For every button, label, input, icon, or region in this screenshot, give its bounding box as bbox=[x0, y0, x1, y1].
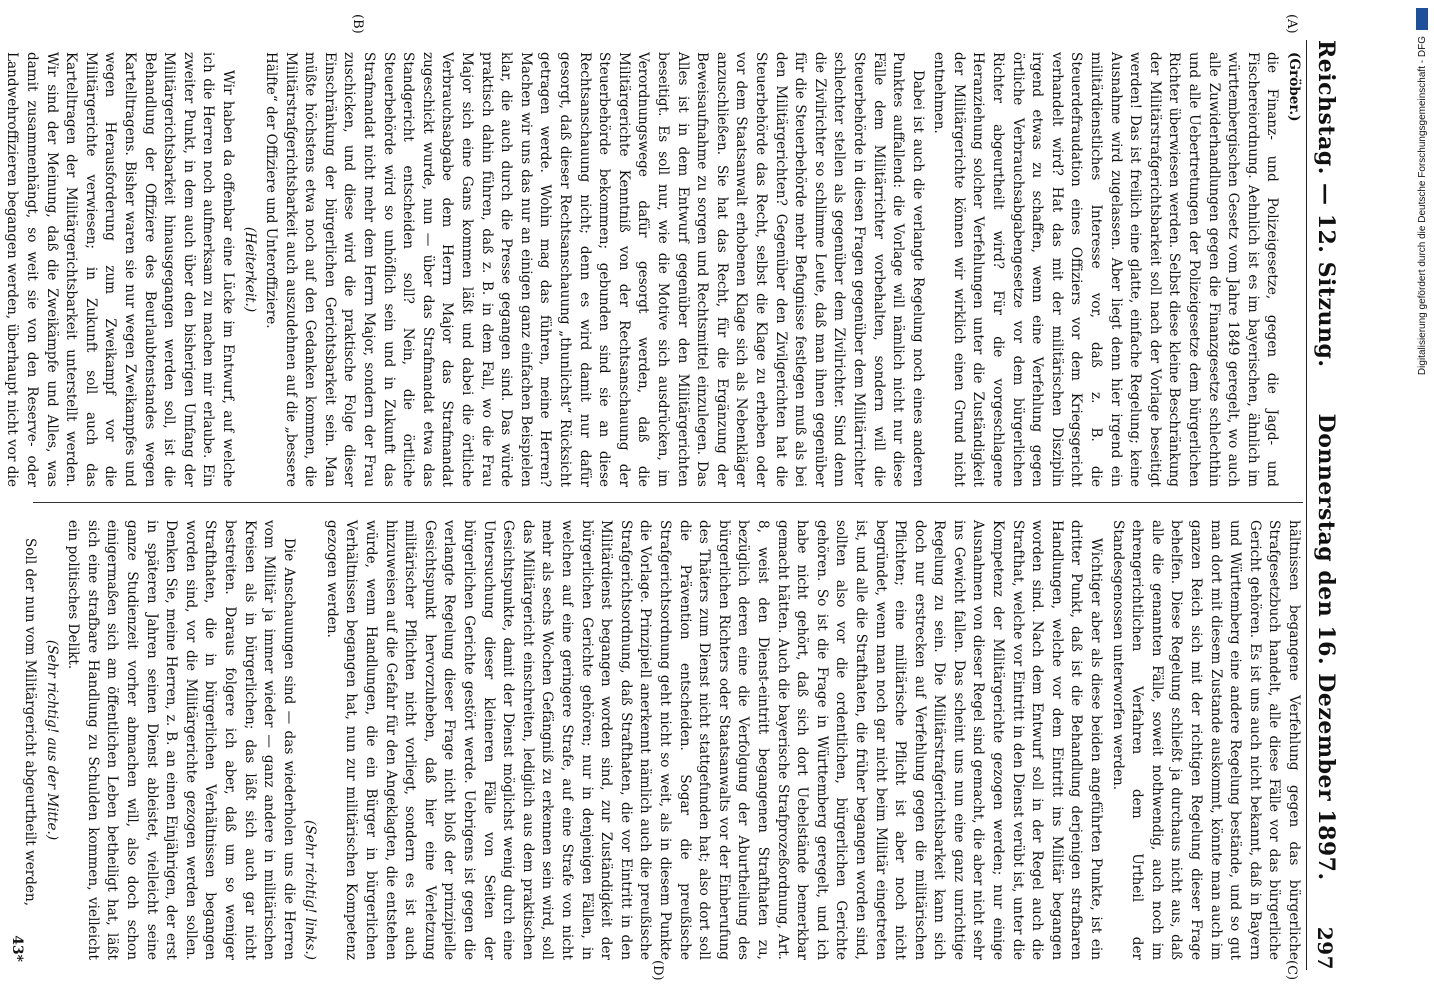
rotated-scan-page bbox=[5, 0, 1365, 1000]
right-column bbox=[22, 520, 1303, 960]
header-left: Reichstag. — 12. Sitzung. bbox=[1313, 40, 1339, 368]
left-paragraph-2: Dabei ist auch die verlangte Regelung noch eines anderen Punktes auffallend: die Vorlage will nämlich nicht nur diese Fälle dem Militärrichter vorbehalten, sondern will die Steuerbehörde in diesen Fragen gegenüber dem Militärrichter schlechter stellen als gegenüber dem Zivilrichter. Sind denn die Zivilrichter so schlimme Leute, daß man ihnen gegenüber für die Steuerbehörde mehr Befugnisse festlegen muß als bei den Militärgerichten? Gegenüber den Zivilgerichten hat die Steuerbehörde das Recht, selbst die Klage zu erheben oder vor dem Staatsanwalt erhobenen Klage sich als Nebenkläger anzuschließen. Sie hat das Recht, für die Ergänzung der Beweisaufnahme zu sorgen und Rechtsmittel einzulegen. Das Alles ist in dem Entwurf gegenüber den Militärgerichten beseitigt. Es soll nur, wie die Motive sich ausdrücken, im Verordnungswege dafür gesorgt werden, daß die Militärgerichte Kenntniß von der Rechtsanschauung der Steuerbehörde bekommen; gebunden sind sie an diese Rechtsanschauung nicht; denn es wird damit nur dafür gesorgt, daß dieser Rechtsanschauung „thunlichst“ Rücksicht getragen werde. Wohin mag das führen, meine Herren? Machen wir uns das nur an einigen ganz einfachen Beispielen klar, die auch durch die Presse gegangen sind. Das würde praktisch dahin führen, daß z. B. in dem Fall, wo die Frau Major sich eine Gans kommen läßt und dabei die örtliche Verbrauchsabgabe dem Herrn Major das Strafmandat zugeschickt wurde, nun — über das Strafmandat etwa das Standgericht entscheiden soll? Nein, die örtliche Steuerbehörde wird so unhöflich sein und in Zukunft das Strafmandat nicht mehr dem Herrn Major, sondern der Frau zuschicken, und diese wird die praktische Folge dieser Einschränkung der bürgerlichen Gerichtsbarkeit sein. Man müßte höchstens etwa noch auf den Gedanken kommen, die Militärstrafgerichtsbarkeit auch auszudehnen auf die „bessere Hälfte“ der Offiziere und Unteroffiziere. bbox=[263, 52, 926, 487]
dfg-credit-text: Digitalisierung gefördert durch die Deutsche Forschungsgemeinschaft - DFG bbox=[1416, 36, 1428, 376]
margin-marker-c: (C) bbox=[1284, 960, 1299, 981]
right-paragraph-3: Die Anschauungen sind — das wiederholen uns die Herren vom Militär ja immer wieder — ganz andere in militärischen Kreisen als in bürgerlichen; das läßt sich auch gar nicht bestreiten. Daraus folgere ich aber, daß um so weniger Strafthaten, die in bürgerlichen Verhältnissen begangen worden sind, vor die Militärgerichte gezogen werden sollen. Denken Sie, meine Herren, z. B. an einen Einjährigen, der erst in späteren Jahren seinen Dienst ableistet, vielleicht seine ganze Studienzeit vorher abmachen will, also doch schon einigermaßen sich am öffentlichen Leben betheiligt hat, läßt sich eine strafbare Handlung zu Schulden kommen, vielleicht ein politisches Delikt. bbox=[65, 520, 297, 960]
dfg-logo bbox=[1416, 8, 1428, 30]
signature-mark: 43* bbox=[9, 935, 25, 962]
right-paragraph-2: Wichtiger aber als diese beiden angeführten Punkte, ist ein dritter Punkt, daß ist die Behandlung derjenigen strafbaren Handlungen, welche vor dem Eintritt ins Militär begangen worden sind. Nach dem Entwurf soll in der Regel auch die Strafthat, welche vor Eintritt in den Dienst verübt ist, unter die Kompetenz der Militärgerichte gezogen werden; nur einige Ausnahmen von dieser Regel sind gemacht, die aber nicht sehr ins Gewicht fallen. Das scheint uns nun eine ganz unrichtige Regelung zu sein. Die Militärstrafgerichtsbarkeit kann sich doch nur erstrecken auf Verfehlung gegen die militärischen Pflichten; eine militärische Pflicht ist aber noch nicht begründet, wenn man noch gar nicht beim Militär eingetreten ist, und alle die Strafthaten, die früher begangen worden sind, sollten also vor die ordentlichen, bürgerlichen Gerichte gehören. So ist die Frage in Württemberg geregelt, und ich habe nicht gehört, daß sich dort Uebelstände bemerkbar gemacht hätten. Auch die bayerische Strafprozeßordnung, Art. 8, weist den Dienst-eintritt begangenen Strafthaten zu, bezüglich deren eine die Verfolgung der Aburtheilung des bürgerlichen Richters oder Staatsanwalts vor der Einberufung des Thäters zum Dienst nicht stattgefunden hat; also dort soll die Prävention entscheiden. Sogar die preußische Strafgerichtsordnung geht nicht so weit, als in diesem Punkte die Vorlage. Prinzipiell anerkennt nämlich auch die preußische Strafgerichtsordnung, daß Strafthaten, die vor Eintritt in den Militärdienst begangen worden sind, zur Zuständigkeit der bürgerlichen Gerichte gehören; nur in denjenigen Fällen, in welchen auf eine geringere Strafe, auf eine Strafe von nicht mehr als sechs Wochen Gefängniß zu erkennen sein wird, soll das Militärgericht einschreiten, lediglich aus dem praktischen Gesichtspunkte, damit der Dienst möglichst wenig durch eine Untersuchung dieser kleineren Fälle von Seiten der bürgerlichen Gerichte gestört werde. Uebrigens ist gegen die verlangte Regelung dieser Frage nicht bloß der prinzipielle Gesichtspunkt hervorzuheben, daß hier eine Verletzung militärischer Pflichten nicht vorliegt, sondern es ist auch hinzuweisen auf die Gefahr für den Angeklagten, die entstehen würde, wenn Handlungen, die ein Bürger in bürgerlichen Verhältnissen begangen hat, nun zur militärischen Kompetenz gezogen werden. bbox=[323, 520, 1105, 960]
speaker-label: (Gröber.) bbox=[1286, 52, 1302, 122]
interjection-sehr-richtig-links: (Sehr richtig! links.) bbox=[302, 819, 319, 960]
left-column bbox=[4, 52, 1303, 487]
running-header bbox=[1306, 40, 1355, 970]
column-divider bbox=[33, 502, 1303, 503]
left-paragraph-3: Wir haben da offenbar eine Lücke im Entwurf, auf welche ich die Herren noch aufmerksam zu machen mir erlaube. Ein zweiter Punkt, in dem auch über den bisherigen Umfang der Militärgerichtsbarkeit hinausgegangen werden soll, ist die Behandlung der Offiziere des Beurlaubtenstandes wegen Kartelltragens. Bisher waren sie nur wegen Zweikampfes und wegen Herausforderung zum Zweikampf vor die Militärgerichte verwiesen; in Zukunft soll auch das Kartelltragen der Militärgerichtsbarkeit unterstellt werden. Wir sind der Meinung, daß die Zweikämpfe und Alles, was damit zusammenhängt, so weit sie von den Reserve- oder Landwehroffizieren begangen werden, überhaupt nicht vor die bbox=[4, 52, 236, 487]
margin-marker-a: (A) bbox=[1284, 14, 1299, 34]
interjection-sehr-richtig-mitte: (Sehr richtig! aus der Mitte.) bbox=[43, 639, 60, 841]
interjection-heiterkeit: (Heiterkeit.) bbox=[241, 226, 258, 313]
dfg-credit-strip bbox=[1414, 8, 1430, 598]
right-paragraph-1: hältnissen begangene Verfehlung gegen das bürgerliche Strafgesetzbuch handelt, alle diese Fälle vor das bürgerliche Gericht gehören. Es ist uns auch nicht bekannt, daß in Bayern und Württemberg eine andere Regelung bestände, und so gut man dort mit diesem Zustande auskommt, könnte man auch im ganzen Reich sich mit der richtigen Regelung dieser Frage behelfen. Diese Regelung schließt ja durchaus nicht aus, daß alle die genannten Fälle, soweit nothwendig, auch noch im ehrengerichtlichen Verfahren dem Urtheil der Standesgenossen unterworfen werden. bbox=[1109, 520, 1302, 960]
page-number: 297 bbox=[1313, 926, 1337, 970]
header-date: Donnerstag den 16. Dezember 1897. bbox=[1313, 413, 1339, 881]
margin-marker-d: (D) bbox=[650, 960, 665, 981]
right-paragraph-4: Soll der nun vom Militärgericht abgeurtheilt werden, bbox=[22, 538, 38, 907]
margin-marker-b: (B) bbox=[350, 14, 365, 34]
left-paragraph-1: die Finanz- und Polizeigesetze, gegen die Jagd- und Fischereiordnung. Aehnlich ist es im bayerischen, ähnlich im württembergischen Gesetz vom Jahre 1849 geregelt, wo auch alle Zuwiderhandlungen gegen die Finanzgesetze schlechthin und alle Uebertretungen der Polizeigesetze dem bürgerlichen Richter überwiesen werden. Selbst diese kleine Beschränkung der Militärstrafgerichtsbarkeit soll nach der Vorlage beseitigt werden! Das ist freilich eine glatte, einfache Regelung; keine Ausnahme wird zugelassen. Aber liegt denn hier irgend ein militärdienstliches Interesse vor, daß z. B. die Steuerdefraudation eines Offiziers vor dem Kriegsgericht verhandelt wird? Hat das mit der militärischen Disziplin irgend etwas zu schaffen, wenn eine Verfehlung gegen örtliche Verbrauchsabgabengesetze vor dem bürgerlichen Richter abgeurtheilt wird? Für die vorgeschlagene Heranziehung solcher Verfehlungen unter die Zuständigkeit der Militärgerichte können wir wirklich einen Grund nicht entnehmen. bbox=[931, 52, 1281, 487]
